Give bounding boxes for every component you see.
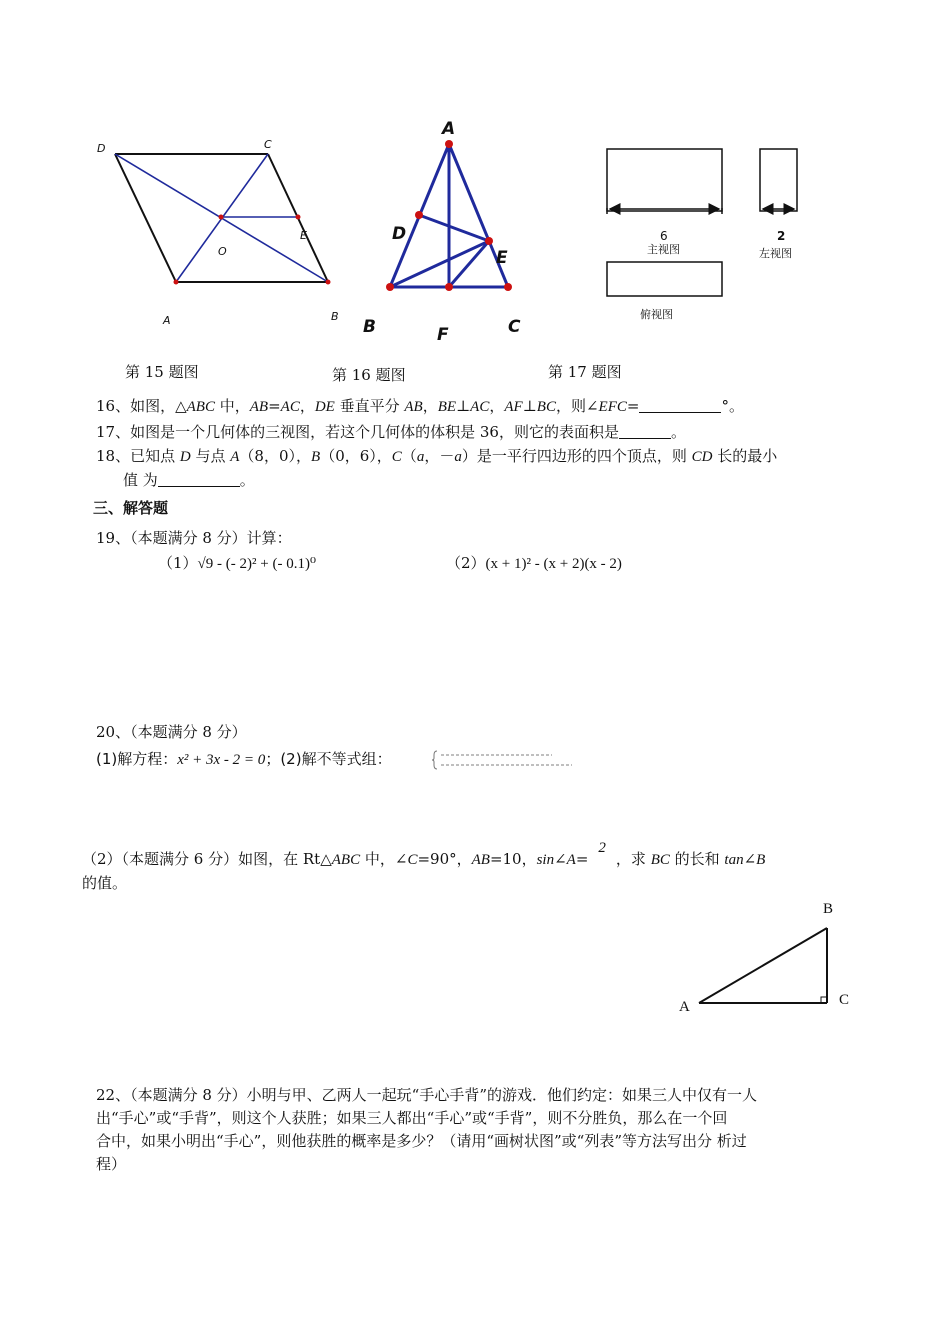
side-ab: [699, 928, 827, 1003]
left-dim: 2: [777, 229, 786, 243]
question-21-line2: 的值。: [82, 874, 128, 892]
right-triangle-figure: [670, 895, 870, 1025]
label-d: D: [97, 142, 106, 155]
question-22-line2: 出“手心”或“手背”，则这个人获胜；如果三人都出“手心”或“手背”，则不分胜负，那么在一个回: [96, 1109, 728, 1127]
point-o: [219, 215, 224, 220]
point-c: [504, 283, 512, 291]
point-e: [485, 237, 493, 245]
label-e: E: [496, 248, 508, 268]
question-22-line3: 合中，如果小明出“手心”，则他获胜的概率是多少？（请用“画树状图”或“列表”等方法写出分 析过: [96, 1132, 747, 1150]
label-b: B: [331, 310, 339, 323]
question-18-line2: 值 为 。: [123, 471, 255, 489]
label-c: C: [839, 992, 850, 1008]
top-view-rect: [607, 262, 722, 296]
label-c: C: [264, 138, 272, 151]
question-20-head: 20、（本题满分 8 分）: [96, 723, 247, 741]
inequality-system-image: [432, 748, 582, 772]
section-title-3: 三、解答题: [93, 499, 169, 517]
question-22-line4: 程）: [96, 1155, 127, 1173]
point-a: [174, 280, 179, 285]
caption-17: 第 17 题图: [548, 363, 622, 381]
question-17: 17、如图是一个几何体的三视图，若这个几何体的体积是 36，则它的表面积是 。: [96, 423, 686, 441]
question-21-line1: （2）（本题满分 6 分）如图，在 Rt△ABC 中，∠C=90°，AB=10，sin∠A=2，求 BC 的长和 tan∠B: [82, 840, 766, 868]
point-e: [296, 215, 301, 220]
point-a: [445, 140, 453, 148]
label-b: B: [823, 901, 834, 917]
label-d: D: [392, 224, 407, 244]
question-18-line1: 18、已知点 D 与点 A（8，0），B（0，6），C（a，－a）是一平行四边形的四个顶点，则 CD 长的最小: [96, 447, 778, 465]
point-b: [326, 280, 331, 285]
label-c: C: [508, 317, 521, 337]
front-view-rect: [607, 149, 722, 211]
top-view-label: 俯视图: [640, 308, 673, 321]
label-e: E: [300, 229, 307, 242]
point-f: [445, 283, 453, 291]
caption-16: 第 16 题图: [332, 366, 406, 384]
answer-blank-18[interactable]: [158, 472, 240, 487]
figure-17: [600, 140, 820, 340]
question-19-part2: （2）(x + 1)² - (x + 2)(x - 2): [446, 554, 622, 572]
label-a: A: [163, 314, 171, 327]
label-a: A: [679, 999, 690, 1015]
left-view-label: 左视图: [759, 247, 792, 260]
question-19-head: 19、（本题满分 8 分）计算：: [96, 529, 292, 547]
figure-15: [90, 130, 360, 340]
left-view-rect: [760, 149, 797, 211]
figure-16: [355, 115, 555, 345]
point-b: [386, 283, 394, 291]
question-16: 16、如图，△ABC 中，AB=AC，DE 垂直平分 AB，BE⊥AC，AF⊥BC，则∠EFC= °。: [96, 397, 744, 415]
label-b: B: [363, 317, 376, 337]
front-dim: 6: [660, 229, 668, 243]
caption-15: 第 15 题图: [125, 363, 199, 381]
question-20-body: (1)解方程：x² + 3x - 2 = 0；(2)解不等式组：: [96, 750, 392, 768]
answer-blank-16[interactable]: [639, 398, 721, 413]
answer-blank-17[interactable]: [619, 424, 671, 439]
question-19-part1: （1）√9 - (- 2)² + (- 0.1)⁰: [158, 554, 316, 572]
question-22-line1: 22、（本题满分 8 分）小明与甲、乙两人一起玩“手心手背”的游戏．他们约定：如果三人中仅有一人: [96, 1086, 758, 1104]
segment-fe: [449, 241, 489, 287]
point-d: [415, 211, 423, 219]
front-view-label: 主视图: [647, 243, 680, 256]
label-o: O: [218, 245, 227, 258]
label-a: A: [442, 119, 456, 139]
label-f: F: [437, 325, 449, 345]
